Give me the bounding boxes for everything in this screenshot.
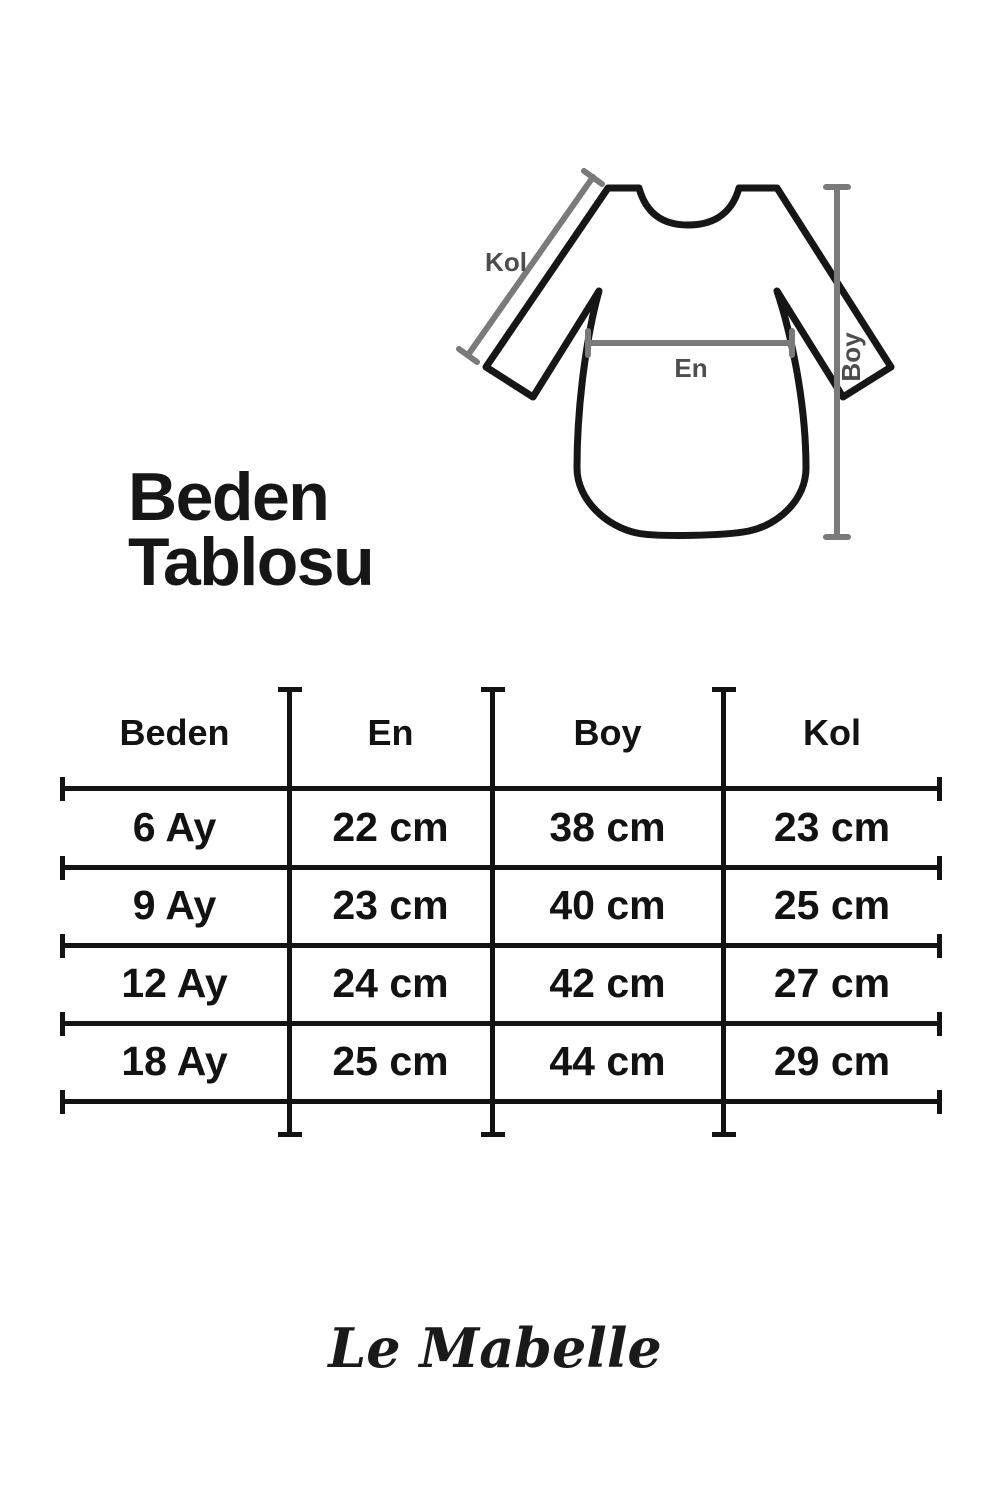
page-title bbox=[128, 459, 374, 600]
table-header-boy: Boy bbox=[573, 712, 642, 753]
boy-measure-label: Boy bbox=[836, 332, 866, 382]
en-measure-line bbox=[588, 331, 792, 355]
kol-measure-line bbox=[459, 171, 602, 362]
table-cell-value: 29 cm bbox=[773, 1038, 891, 1084]
table-header-beden: Beden bbox=[119, 712, 230, 753]
table-cell-value: 40 cm bbox=[549, 882, 666, 928]
title-line-2: Tablosu bbox=[128, 524, 374, 600]
brand-logo: Le Mabelle bbox=[328, 1316, 662, 1380]
table-cell-size: 12 Ay bbox=[121, 960, 228, 1006]
table-cell-value: 27 cm bbox=[773, 960, 891, 1006]
table-cell-size: 9 Ay bbox=[132, 882, 217, 928]
table-cell-value: 25 cm bbox=[773, 882, 891, 928]
table-cell-value: 42 cm bbox=[549, 960, 666, 1006]
table-cell-value: 23 cm bbox=[773, 804, 891, 850]
kol-measure-label: Kol bbox=[485, 247, 527, 277]
table-cell-value: 44 cm bbox=[549, 1038, 666, 1084]
table-cell-size: 18 Ay bbox=[121, 1038, 228, 1084]
table-cell-value: 24 cm bbox=[332, 960, 449, 1006]
table-cell-value: 25 cm bbox=[332, 1038, 449, 1084]
title-line-1: Beden bbox=[128, 459, 329, 535]
garment-diagram bbox=[430, 150, 960, 570]
en-measure-label: En bbox=[674, 353, 708, 383]
table-cell-size: 6 Ay bbox=[132, 804, 217, 850]
table-cell-value: 23 cm bbox=[332, 882, 449, 928]
table-cell-value: 22 cm bbox=[332, 804, 449, 850]
table-header-kol: Kol bbox=[803, 712, 861, 753]
table-header-en: En bbox=[367, 712, 414, 753]
table-rule-horizontal bbox=[60, 1099, 942, 1104]
table-cell-value: 38 cm bbox=[549, 804, 666, 850]
